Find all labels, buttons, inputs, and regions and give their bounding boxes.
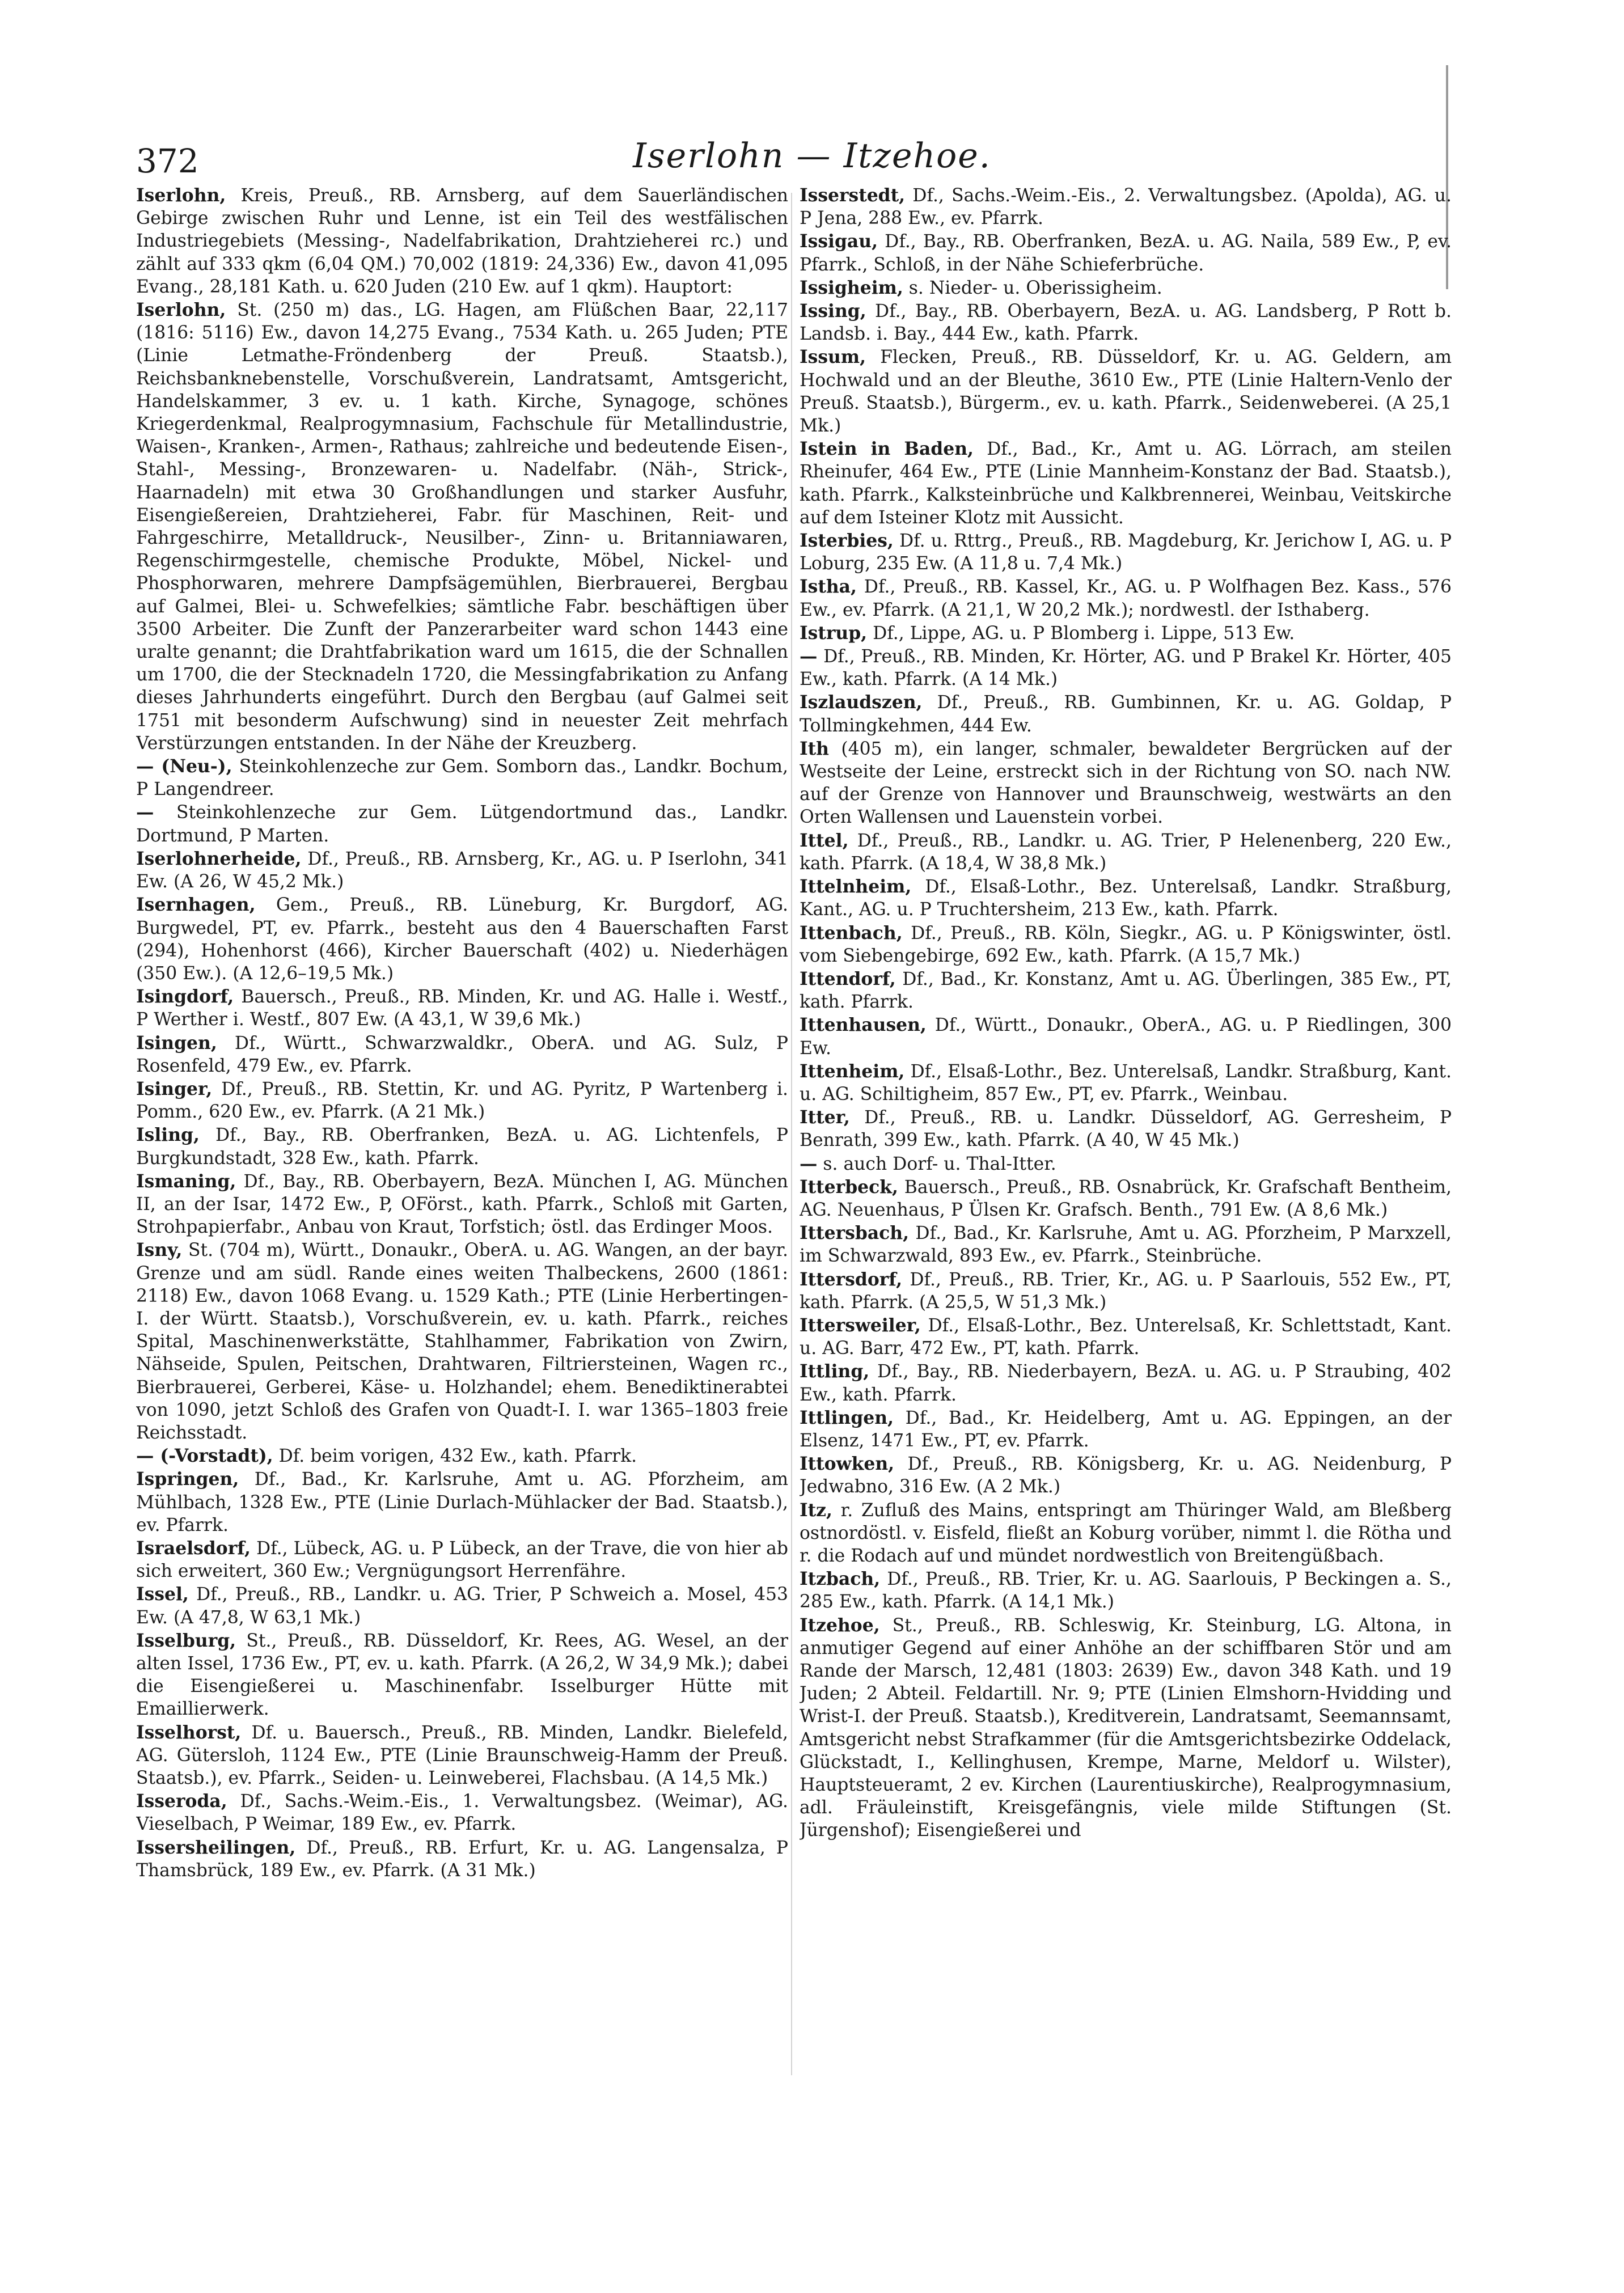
entry-text: Df., Preuß., RB. u. Landkr. Düsseldorf, AG. Gerresheim, P Benrath, 399 Ew., kath. Pfarrk. (A 40, W 45 Mk.) [800,1107,1452,1151]
entry-text: Df. u. Rttrg., Preuß., RB. Magdeburg, Kr. Jerichow I, AG. u. P Loburg, 235 Ew. (A 11,8 u. 7,4 Mk.) [800,531,1452,574]
entry-text: Df., Preuß., RB. Stettin, Kr. und AG. Pyritz, P Wartenberg i. Pomm., 620 Ew., ev. Pfarrk. (A 21 Mk.) [136,1078,788,1123]
gazetteer-entry [800,1014,1452,1059]
entry-text: St., Preuß., RB. Schleswig, Kr. Steinburg, LG. Altona, in anmutiger Gegend auf einer Anhöhe an der schiffbaren Stör und am Rande der Marsch, 12,481 (1803: 2639) Ew., davon 348 Kath. und 19 Juden; 2 Abteil. Feldartill. Nr. 9; PTE (Linien Elmshorn-Hvidding und Wrist-I. der Preuß. Staatsb.), Kreditverein, Landratsamt, Seemannsamt, Amtsgericht nebst Strafkammer (für die Amtsgerichtsbezirke Oddelack, Glückstadt, I., Kellinghusen, Krempe, Marne, Meldorf u. Wilster), Hauptsteueramt, 2 ev. Kirchen (Laurentiuskirche), Realprogymnasium, adl. Fräuleinstift, Kreisgefängnis, viele milde Stiftungen (St. Jürgenshof); Eisengießerei und [800,1615,1452,1841]
entry-headword: Itterbeck, [800,1177,898,1198]
entry-text: Df., Bay., RB. Niederbayern, BezA. u. AG. u. P Straubing, 402 Ew., kath. Pfarrk. [800,1361,1452,1405]
gazetteer-entry [800,691,1452,737]
entry-headword: Ittersdorf, [800,1269,903,1290]
entry-headword: Isserstedt, [800,185,906,206]
entry-text: Df., Bay., RB. Oberfranken, BezA. u. AG. Lichtenfels, P Burgkundstadt, 328 Ew., kath. Pfarrk. [136,1125,788,1169]
entry-text: r. Zufluß des Mains, entspringt am Thüringer Wald, am Bleßberg ostnordöstl. v. Eisfeld, fließt an Koburg vorüber, nimmt l. die Rötha und r. die Rodach auf und mündet nordwestlich von Breitengüßbach. [800,1500,1452,1566]
gazetteer-entry [136,894,788,985]
entry-headword: Ittlingen, [800,1407,894,1428]
column-divider [791,193,792,2075]
gazetteer-entry [136,1790,788,1835]
entry-text: Df., Preuß., RB. Trier, Kr., AG. u. P Saarlouis, 552 Ew., PT, kath. Pfarrk. (A 25,5, W 51,3 Mk.) [800,1269,1452,1313]
gazetteer-entry [800,1568,1452,1613]
entry-headword: Itter, [800,1107,850,1128]
gazetteer-entry [136,1630,788,1721]
entry-headword: — (-Vorstadt), [136,1446,273,1467]
entry-headword: — [800,1153,818,1174]
entry-headword: — [136,802,154,823]
entry-headword: — [800,646,818,667]
entry-text: St., Preuß., RB. Düsseldorf, Kr. Rees, AG. Wesel, an der alten Issel, 1736 Ew., PT, ev. u. kath. Pfarrk. (A 26,2, W 34,9 Mk.); dabei die Eisengießerei u. Maschinenfabr. Isselburger Hütte mit Emaillierwerk. [136,1630,788,1720]
entry-headword: Ittersbach, [800,1223,910,1244]
entry-text: Df., Sachs.-Weim.-Eis., 1. Verwaltungsbez. (Weimar), AG. Vieselbach, P Weimar, 189 Ew., ev. Pfarrk. [136,1791,788,1835]
entry-text: Kreis, Preuß., RB. Arnsberg, auf dem Sauerländischen Gebirge zwischen Ruhr und Lenne, ist ein Teil des westfälischen Industriegebiets (Messing-, Nadelfabrikation, Drahtzieherei rc.) und zählt auf 333 qkm (6,04 QM.) 70,002 (1819: 24,336) Ew., davon 41,095 Evang., 28,181 Kath. u. 620 Juden (210 Ew. auf 1 qkm). Hauptort: [136,185,788,297]
gazetteer-entry [800,1060,1452,1106]
entry-text: St. (704 m), Württ., Donaukr., OberA. u. AG. Wangen, an der bayr. Grenze und am südl. Rande eines weiten Thalbeckens, 2600 (1861: 2118) Ew., davon 1068 Evang. u. 1529 Kath.; PTE (Linie Herbertingen-I. der Württ. Staatsb.), Vorschußverein, ev. u. kath. Pfarrk., reiches Spital, Maschinenwerkstätte, Stahlhammer, Fabrikation von Zwirn, Nähseide, Spulen, Peitschen, Drahtwaren, Filtriersteinen, Wagen rc., Bierbrauerei, Gerberei, Käse- u. Holzhandel; ehem. Benediktinerabtei von 1090, jetzt Schloß des Grafen von Quadt-I. I. war 1365–1803 freie Reichsstadt. [136,1240,788,1443]
entry-headword: Issersheilingen, [136,1837,296,1858]
entry-text: Df., Sachs.-Weim.-Eis., 2. Verwaltungsbez. (Apolda), AG. u. P Jena, 288 Ew., ev. Pfarrk. [800,185,1452,229]
entry-text: Df., Württ., Donaukr., OberA., AG. u. P Riedlingen, 300 Ew. [800,1015,1452,1059]
entry-text: Df., Preuß., RB. Gumbinnen, Kr. u. AG. Goldap, P Tollmingkehmen, 444 Ew. [800,692,1452,736]
entry-headword: Istha, [800,577,857,598]
entry-text: Steinkohlenzeche zur Gem. Lütgendortmund das., Landkr. Dortmund, P Marten. [136,802,788,846]
entry-text: Flecken, Preuß., RB. Düsseldorf, Kr. u. AG. Geldern, am Hochwald und an der Bleuthe, 3610 Ew., PTE (Linie Haltern-Venlo der Preuß. Staatsb.), Bürgerm., ev. u. kath. Pfarrk., Seidenweberei. (A 25,1 Mk.) [800,347,1452,437]
page-number: 372 [136,142,199,180]
entry-text: Df., Preuß., RB., Landkr. u. AG. Trier, P Helenenberg, 220 Ew., kath. Pfarrk. (A 18,4, W 38,8 Mk.) [800,830,1452,874]
entry-headword: Ittenheim, [800,1061,905,1082]
entry-text: Df., Preuß., RB. Kassel, Kr., AG. u. P Wolfhagen Bez. Kass., 576 Ew., ev. Pfarrk. (A 21,1, W 20,2 Mk.); nordwestl. der Isthaberg. [800,577,1452,620]
entry-text: Df., Lübeck, AG. u. P Lübeck, an der Trave, die von hier ab sich erweitert, 360 Ew.; Vergnügungsort Herrenfähre. [136,1538,788,1582]
entry-headword: Ispringen, [136,1469,239,1490]
entry-headword: Isterbies, [800,531,894,552]
gazetteer-entry [800,1453,1452,1498]
entry-text: Df., Bad., Kr. Karlsruhe, Amt u. AG. Pforzheim, P Marxzell, im Schwarzwald, 893 Ew., ev. Pfarrk., Steinbrüche. [800,1223,1452,1267]
entry-headword: Isinger, [136,1078,213,1099]
entry-text: Df., Bad., Kr. Konstanz, Amt u. AG. Überlingen, 385 Ew., PT, kath. Pfarrk. [800,968,1452,1013]
entry-headword: Iserlohn, [136,300,226,321]
gazetteer-entry [800,300,1452,345]
gazetteer-entry [136,184,788,298]
gazetteer-entry [800,738,1452,829]
entry-headword: Isseroda, [136,1791,227,1812]
entry-headword: Issing, [800,301,866,322]
gazetteer-entry [800,576,1452,621]
entry-text: Df., Preuß., RB. Trier, Kr. u. AG. Saarlouis, P Beckingen a. S., 285 Ew., kath. Pfarrk. (A 14,1 Mk.) [800,1569,1452,1613]
gazetteer-entry [800,277,1452,299]
entry-text: s. auch Dorf- u. Thal-Itter. [823,1153,1056,1174]
gazetteer-entry [800,1614,1452,1842]
entry-text: Df. beim vorigen, 432 Ew., kath. Pfarrk. [278,1446,637,1467]
gazetteer-entry [136,755,788,801]
entry-headword: Iserlohnerheide, [136,848,302,869]
entry-text: Df., Bay., RB. Oberbayern, BezA. München I, AG. München II, an der Isar, 1472 Ew., P, OFörst., kath. Pfarrk., Schloß mit Garten, Strohpapierfabr., Anbau von Kraut, Torfstich; östl. das Erdinger Moos. [136,1171,788,1238]
gazetteer-entry [800,230,1452,276]
entry-text: Df., Preuß., RB. Arnsberg, Kr., AG. u. P Iserlohn, 341 Ew. (A 26, W 45,2 Mk.) [136,848,788,892]
running-head-title: Iserlohn — Itzehoe. [633,136,991,176]
gazetteer-entry [800,1407,1452,1452]
gazetteer-entry [800,1106,1452,1152]
entry-headword: Istrup, [800,623,868,644]
entry-text: Bauersch., Preuß., RB. Osnabrück, Kr. Grafschaft Bentheim, AG. Neuenhaus, P Ülsen Kr. Grafsch. Benth., 791 Ew. (A 8,6 Mk.) [800,1177,1452,1220]
gazetteer-entry [800,1153,1452,1175]
entry-headword: Isny, [136,1240,183,1261]
entry-headword: Ittersweiler, [800,1315,921,1336]
entry-text: Df., Preuß., RB., Landkr. u. AG. Trier, P Schweich a. Mosel, 453 Ew. (A 47,8, W 63,1 Mk.) [136,1584,788,1628]
entry-text: Steinkohlenzeche zur Gem. Somborn das., Landkr. Bochum, P Langendreer. [136,756,788,800]
gazetteer-entry [800,1314,1452,1360]
gazetteer-entry [136,1837,788,1882]
entry-text: Df., Bad., Kr. Karlsruhe, Amt u. AG. Pforzheim, am Mühlbach, 1328 Ew., PTE (Linie Durlach-Mühlacker der Bad. Staatsb.), ev. Pfarrk. [136,1469,788,1535]
entry-headword: Itzbach, [800,1569,881,1590]
entry-headword: — (Neu-), [136,756,232,777]
entry-text: (405 m), ein langer, schmaler, bewaldeter Bergrücken auf der Westseite der Leine, erstreckt sich in der Richtung von SO. nach NW. auf der Grenze von Hannover und Braunschweig, westwärts an den Orten Wallensen und Lauenstein vorbei. [800,738,1452,828]
gazetteer-entry [800,1499,1452,1568]
entry-text: Df., Preuß., RB. Königsberg, Kr. u. AG. Neidenburg, P Jedwabno, 316 Ew. (A 2 Mk.) [800,1454,1452,1497]
entry-text: Df., Württ., Schwarzwaldkr., OberA. und AG. Sulz, P Rosenfeld, 479 Ew., ev. Pfarrk. [136,1033,788,1076]
gazetteer-entry [800,1360,1452,1406]
gazetteer-entry [136,985,788,1031]
left-column [136,184,788,2089]
entry-text: Df., Elsaß-Lothr., Bez. Unterelsaß, Landkr. Straßburg, Kant. u. AG. Schiltigheim, 857 Ew., PT, ev. Pfarrk., Weinbau. [800,1061,1452,1105]
entry-text: Df., Preuß., RB. Köln, Siegkr., AG. u. P Königswinter, östl. vom Siebengebirge, 692 Ew., kath. Pfarrk. (A 15,7 Mk.) [800,923,1452,966]
gazetteer-entry [800,830,1452,875]
entry-text: Df., Preuß., RB. Erfurt, Kr. u. AG. Langensalza, P Thamsbrück, 189 Ew., ev. Pfarrk. (A 31 Mk.) [136,1837,788,1881]
entry-text: Df., Preuß., RB. Minden, Kr. Hörter, AG. und P Brakel Kr. Hörter, 405 Ew., kath. Pfarrk. (A 14 Mk.) [800,646,1452,690]
right-column [800,184,1452,2089]
entry-headword: Iszlaudszen, [800,692,923,713]
entry-headword: Ittel, [800,830,849,851]
gazetteer-entry [800,1222,1452,1267]
entry-text: Df., Lippe, AG. u. P Blomberg i. Lippe, 513 Ew. [873,623,1295,644]
entry-headword: Israelsdorf, [136,1538,251,1559]
entry-headword: Isingen, [136,1033,217,1054]
gazetteer-entry [800,922,1452,967]
gazetteer-entry [136,1124,788,1169]
entry-headword: Itz, [800,1500,832,1521]
entry-headword: Isernhagen, [136,895,256,916]
gazetteer-entry [800,622,1452,645]
entry-headword: Isling, [136,1125,200,1146]
gazetteer-entry [136,1445,788,1467]
gazetteer-entry [136,1170,788,1239]
entry-headword: Ittenhausen, [800,1015,927,1036]
entry-headword: Issel, [136,1584,189,1605]
entry-text: St. (250 m) das., LG. Hagen, am Flüßchen Baar, 22,117 (1816: 5116) Ew., davon 14,275 Evang., 7534 Kath. u. 265 Juden; PTE (Linie Letmathe-Fröndenberg der Preuß. Staatsb.), Reichsbanknebenstelle, Vorschußverein, Landratsamt, Amtsgericht, Handelskammer, 3 ev. u. 1 kath. Kirche, Synagoge, schönes Kriegerdenkmal, Realprogymnasium, Fachschule für Metallindustrie, Waisen-, Kranken-, Armen-, Rathaus; zahlreiche und bedeutende Eisen-, Stahl-, Messing-, Bronzewaren- u. Nadelfabr. (Näh-, Strick-, Haarnadeln) mit etwa 30 Großhandlungen und starker Ausfuhr, Eisengießereien, Drahtzieherei, Fabr. für Maschinen, Reit- und Fahrgeschirre, Metalldruck-, Neusilber-, Zinn- u. Britanniawaren, Regenschirmgestelle, chemische Produkte, Möbel, Nickel- und Phosphorwaren, mehrere Dampfsägemühlen, Bierbrauerei, Bergbau auf Galmei, Blei- u. Schwefelkies; sämtliche Fabr. beschäftigen über 3500 Arbeiter. Die Zunft der Panzerarbeiter ward schon 1443 eine uralte genannt; die Drahtfabrikation ward um 1615, die der Schnallen um 1700, die der Stecknadeln 1720, die Messingfabrikation zu Anfang dieses Jahrhunderts eingeführt. Durch den Bergbau (auf Galmei seit 1751 mit besonderm Aufschwung) sind in neuester Zeit mehrfach Verstürzungen entstanden. In der Nähe der Kreuzberg. [136,300,788,754]
entry-headword: Istein in Baden, [800,439,974,460]
gazetteer-entry [136,1583,788,1628]
entry-headword: Ittenbach, [800,923,903,944]
gazetteer-entry [800,530,1452,575]
entry-headword: Ittling, [800,1361,870,1382]
entry-text: Df., Elsaß-Lothr., Bez. Unterelsaß, Landkr. Straßburg, Kant., AG. u. P Truchtersheim, 213 Ew., kath. Pfarrk. [800,877,1452,920]
entry-headword: Ittelnheim, [800,877,912,898]
entry-text: s. Nieder- u. Oberissigheim. [908,277,1162,298]
gazetteer-entry [136,1721,788,1790]
gazetteer-entry [136,801,788,847]
gazetteer-entry [800,1176,1452,1221]
gazetteer-entry [800,968,1452,1013]
gazetteer-entry [136,299,788,755]
gazetteer-entry [136,1078,788,1123]
entry-text: Df., Elsaß-Lothr., Bez. Unterelsaß, Kr. Schlettstadt, Kant. u. AG. Barr, 472 Ew., PT, kath. Pfarrk. [800,1315,1452,1359]
entry-headword: Ittowken, [800,1454,895,1475]
gazetteer-entry [800,438,1452,529]
gazetteer-entry [136,1468,788,1537]
entry-headword: Isingdorf, [136,987,234,1008]
entry-text: Df., Bad., Kr., Amt u. AG. Lörrach, am steilen Rheinufer, 464 Ew., PTE (Linie Mannheim-Konstanz der Bad. Staatsb.), kath. Pfarrk., Kalksteinbrüche und Kalkbrennerei, Weinbau, Veitskirche auf dem Isteiner Klotz mit Aussicht. [800,439,1452,528]
entry-text: Df., Bay., RB. Oberfranken, BezA. u. AG. Naila, 589 Ew., P, ev. Pfarrk., Schloß, in der Nähe Schieferbrüche. [800,231,1452,275]
entry-headword: Ittendorf, [800,968,896,989]
gazetteer-entry [800,346,1452,437]
entry-text: Gem., Preuß., RB. Lüneburg, Kr. Burgdorf, AG. Burgwedel, PT, ev. Pfarrk., besteht aus den 4 Bauerschaften Farst (294), Hohenhorst (466), Kircher Bauerschaft (402) u. Niederhägen (350 Ew.). (A 12,6–19,5 Mk.) [136,895,788,984]
entry-headword: Ith [800,738,830,759]
entry-text: Bauersch., Preuß., RB. Minden, Kr. und AG. Halle i. Westf., P Werther i. Westf., 807 Ew. (A 43,1, W 39,6 Mk.) [136,987,788,1030]
entry-text: Df., Bay., RB. Oberbayern, BezA. u. AG. Landsberg, P Rott b. Landsb. i. Bay., 444 Ew., kath. Pfarrk. [800,301,1452,345]
gazetteer-entry [800,645,1452,691]
entry-text: Df. u. Bauersch., Preuß., RB. Minden, Landkr. Bielefeld, AG. Gütersloh, 1124 Ew., PTE (Linie Braunschweig-Hamm der Preuß. Staatsb.), ev. Pfarrk., Seiden- u. Leinweberei, Flachsbau. (A 14,5 Mk.) [136,1722,788,1789]
entry-headword: Isselburg, [136,1630,236,1651]
gazetteer-entry [136,1239,788,1444]
gazetteer-entry [136,848,788,893]
gazetteer-entry [136,1537,788,1583]
gazetteer-entry [800,184,1452,230]
gazetteer-entry [800,875,1452,921]
entry-headword: Issigheim, [800,277,903,298]
entry-text: Df., Bad., Kr. Heidelberg, Amt u. AG. Eppingen, an der Elsenz, 1471 Ew., PT, ev. Pfarrk. [800,1407,1452,1451]
entry-headword: Itzehoe, [800,1615,880,1636]
gazetteer-entry [800,1268,1452,1314]
entry-headword: Ismaning, [136,1171,236,1192]
gazetteer-entry [136,1032,788,1077]
entry-headword: Isselhorst, [136,1722,242,1743]
entry-headword: Issum, [800,347,866,368]
entry-headword: Iserlohn, [136,185,226,206]
entry-headword: Issigau, [800,231,878,252]
